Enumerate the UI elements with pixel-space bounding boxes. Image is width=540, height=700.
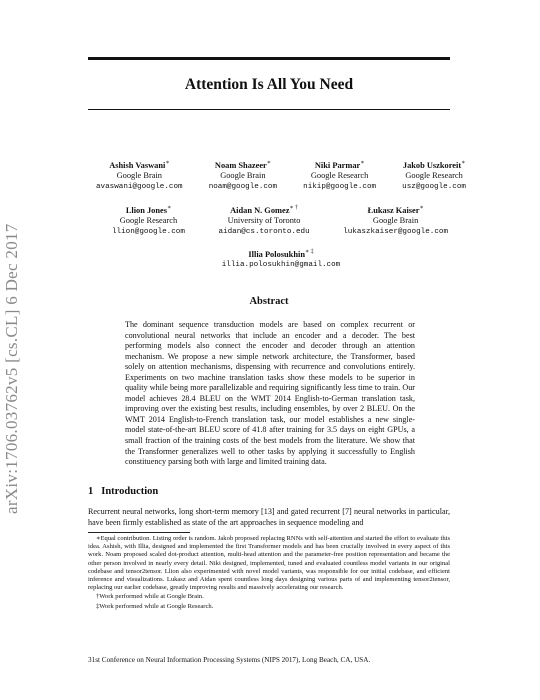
author-name: Ashish Vaswani∗	[109, 160, 170, 170]
author-name: Noam Shazeer∗	[214, 160, 271, 170]
author-affiliation: Google Research	[405, 171, 463, 181]
author-block	[209, 158, 277, 193]
author-email[interactable]: nikip@google.com	[303, 182, 377, 191]
title-rule-top	[88, 57, 450, 60]
footnote-google-brain: †Work performed while at Google Brain.	[96, 593, 204, 601]
author-block	[303, 158, 376, 193]
author-name: Jakob Uszkoreit∗	[402, 160, 466, 170]
author-name: Aidan N. Gomez∗ †	[230, 205, 298, 215]
author-name: Łukasz Kaiser∗	[367, 205, 424, 215]
introduction-text: Recurrent neural networks, long short-term memory [13] and gated recurrent [7] neural networks in particular, have been firmly established as state of the art approaches in sequence modeling and	[88, 507, 450, 527]
section-title: Introduction	[101, 486, 159, 497]
author-email[interactable]: noam@google.com	[208, 182, 278, 191]
author-affiliation: Google Brain	[220, 171, 266, 181]
footnote-divider	[88, 532, 190, 533]
author-affiliation: Google Research	[119, 216, 178, 226]
author-email[interactable]: aidan@cs.toronto.edu	[218, 227, 310, 236]
author-mark: ∗ ‡	[304, 249, 314, 255]
author-mark: ∗	[360, 160, 365, 166]
section-number: 1	[88, 486, 94, 497]
author-name: Llion Jones∗	[125, 205, 172, 215]
author-name: Illia Polosukhin∗ ‡	[248, 249, 314, 259]
author-block	[218, 203, 309, 238]
author-mark: ∗	[266, 160, 271, 166]
author-affiliation: Google Research	[310, 171, 369, 181]
author-email[interactable]: lukaszkaiser@google.com	[343, 227, 448, 236]
arxiv-identifier: arXiv:1706.03762v5 [cs.CL] 6 Dec 2017	[2, 223, 21, 515]
abstract-heading: Abstract	[249, 296, 289, 307]
author-email[interactable]: avaswani@google.com	[96, 182, 183, 191]
author-affiliation: Google Brain	[372, 216, 419, 226]
author-email[interactable]: illia.polosukhin@gmail.com	[221, 261, 341, 270]
author-block	[112, 203, 185, 238]
author-block	[222, 247, 340, 271]
author-block	[96, 158, 183, 193]
author-mark: ∗	[461, 160, 466, 166]
author-mark: ∗	[167, 205, 172, 211]
author-row-1	[96, 158, 466, 193]
author-name: Niki Parmar∗	[314, 160, 365, 170]
author-email[interactable]: llion@google.com	[112, 227, 185, 236]
author-email[interactable]: usz@google.com	[402, 182, 466, 191]
title-rule-bottom	[88, 109, 450, 110]
footnote-equal-contribution: ∗Equal contribution. Listing order is random. Jakob proposed replacing RNNs with self-attention and started the effort to evaluate this idea. Ashish, with Illia, designed and implemented the first Transformer models and has been crucially involved in every aspect of this work. Noam proposed scaled dot-product attention, multi-head attention and the parameter-free position representation and became the other person involved in nearly every detail. Niki designed, implemented, tuned and evaluated countless model variants in our original codebase and tensor2tensor. Llion also experimented with novel model variants, was responsible for our initial codebase, and efficient inference and visualizations. Lukasz and Aidan spent countless long days designing various parts of and implementing tensor2tensor, replacing our earlier codebase, greatly improving results and massively accelerating our research.	[88, 535, 450, 592]
author-block	[402, 158, 466, 193]
author-affiliation: Google Brain	[116, 171, 162, 181]
section-heading-introduction	[88, 486, 158, 497]
author-row-3	[96, 247, 466, 271]
author-mark: ∗ †	[289, 205, 298, 211]
footnotes	[88, 535, 450, 611]
author-mark: ∗	[165, 160, 170, 166]
paper-title: Attention Is All You Need	[184, 76, 354, 93]
author-block	[343, 203, 448, 238]
conference-footer: 31st Conference on Neural Information Processing Systems (NIPS 2017), Long Beach, CA, USA.	[88, 656, 371, 664]
author-mark: ∗	[419, 205, 424, 211]
author-affiliation: University of Toronto	[227, 216, 301, 226]
footnote-google-research: ‡Work performed while at Google Research.	[96, 602, 214, 610]
abstract-text: The dominant sequence transduction models are based on complex recurrent or convolutional neural networks that include an encoder and a decoder. The best performing models also connect the encoder and decoder through an attention mechanism. We propose a new simple network architecture, the Transformer, based solely on attention mechanisms, dispensing with recurrence and convolutions entirely. Experiments on two machine translation tasks show these models to be superior in quality while being more parallelizable and requiring significantly less time to train. Our model achieves 28.4 BLEU on the WMT 2014 English-to-German translation task, improving over the existing best results, including ensembles, by over 2 BLEU. On the WMT 2014 English-to-French translation task, our model establishes a new single-model state-of-the-art BLEU score of 41.8 after training for 3.5 days on eight GPUs, a small fraction of the training costs of the best models from the literature. We show that the Transformer generalizes well to other tasks by applying it successfully to English constituency parsing both with large and limited training data.	[125, 320, 415, 467]
author-row-2	[112, 203, 448, 238]
